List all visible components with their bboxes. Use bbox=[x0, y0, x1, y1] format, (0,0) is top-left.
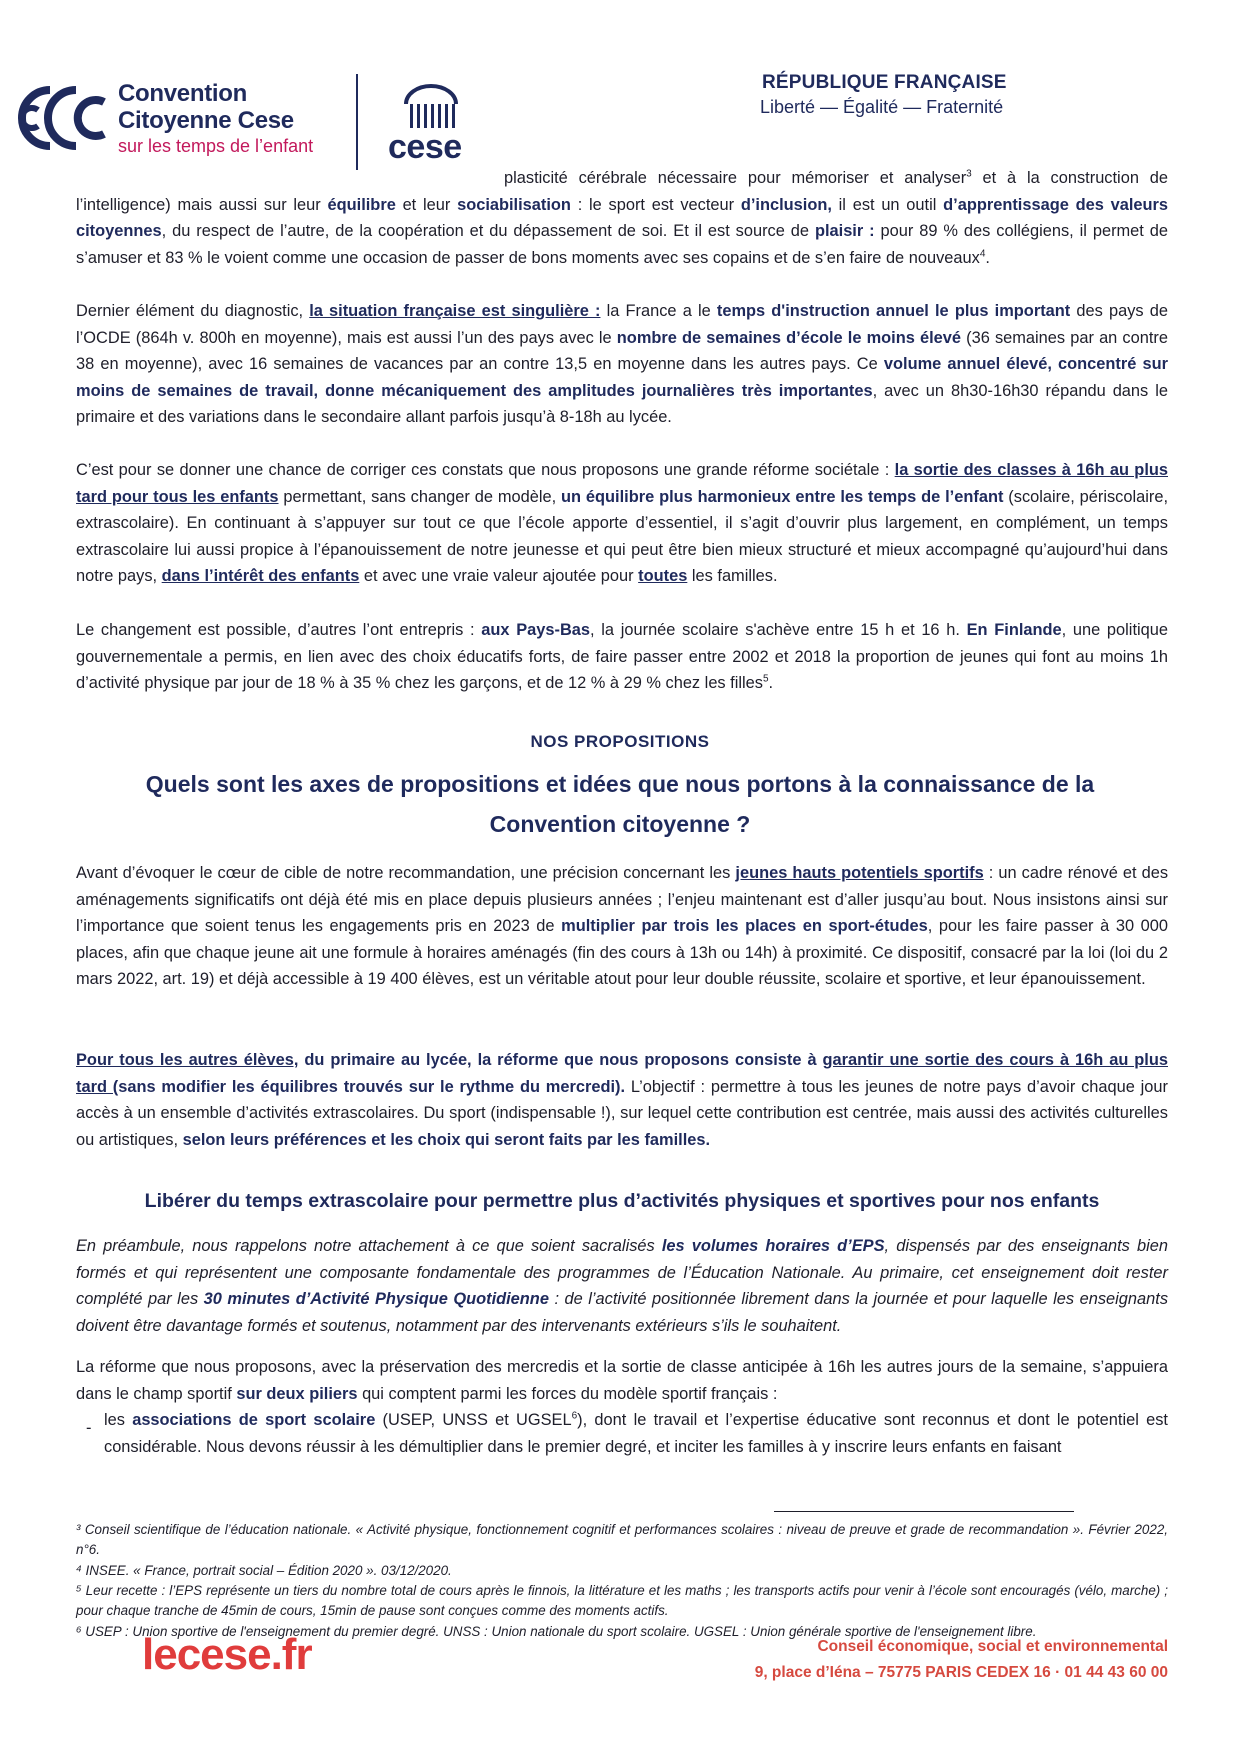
paragraph-7: En préambule, nous rappelons notre attachement à ce que soient sacralisés les volumes horaires d’EPS, dispensés par des enseignants bien formés et qui représentent une composante fondamentale des programmes de l’Éducation Nationale. Au primaire, cet enseignement doit rester complété par les 30 minutes d’Activité Physique Quotidienne : de l’activité positionnée librement dans la journée et pour laquelle les enseignants doivent être davantage formés et soutenus, notamment par des intervenants extérieurs s’ils le souhaitent. bbox=[76, 1237, 1169, 1335]
convention-line2: Citoyenne Cese bbox=[118, 107, 294, 134]
paragraph-2: Dernier élément du diagnostic, la situation française est singulière : la France a le temps d'instruction annuel le plus important des pays de l’OCDE (864h v. 800h en moyenne), mais est aussi l’un des pays avec le nombre de semaines d’école le moins élevé (36 semaines par an contre 38 en moyenne), avec 16 semaines de vacances par an contre 13,5 en moyenne dans les autres pays. Ce volume annuel élevé, concentré sur moins de semaines de travail, donne mécaniquement des amplitudes journalières très importantes, avec un 8h30-16h30 répandu dans le primaire et des variations dans le secondaire allant parfois jusqu’à 8-18h au lycée. bbox=[76, 302, 1168, 427]
footnote-separator bbox=[774, 1511, 1074, 1512]
convention-line1: Convention bbox=[118, 80, 247, 107]
paragraph-3: C’est pour se donner une chance de corriger ces constats que nous proposons une grande réforme sociétale : la sortie des classes à 16h au plus tard pour tous les enfants permettant, sans changer de modèle, un équilibre plus harmonieux entre les temps de l’enfant (scolaire, périscolaire, extrascolaire). En continuant à s’appuyer sur tout ce que l’école apporte d’essentiel, il s’agit d’ouvrir plus largement, en complément, un temps extrascolaire lui aussi propice à l’épanouissement de notre jeunesse et qui peut être bien mieux structuré et mieux accompagné qu’aujourd’hui dans notre pays, dans l’intérêt des enfants et avec une vraie valeur ajoutée pour toutes les familles. bbox=[76, 461, 1169, 586]
republique-francaise: RÉPUBLIQUE FRANÇAISE bbox=[762, 72, 1007, 93]
devise: Liberté — Égalité — Fraternité bbox=[760, 97, 1004, 117]
section-label: NOS PROPOSITIONS bbox=[530, 732, 710, 751]
paragraph-4: Le changement est possible, d’autres l’ont entrepris : aux Pays-Bas, la journée scolaire s'achève entre 15 h et 16 h. En Finlande, une politique gouvernementale a permis, en lien avec des choix éducatifs forts, de faire passer entre 2002 et 2018 la proportion de jeunes qui font au moins 1h d’activité physique par jour de 18 % à 35 % chez les garçons, et de 12 % à 29 % chez les filles$^5$. bbox=[76, 621, 1168, 693]
footnote-6: ⁶ USEP : Union sportive de l'enseignement du premier degré. UNSS : Union nationale du sport scolaire. UGSEL : Union générale sportive de l'enseignement libre. bbox=[76, 1624, 1037, 1639]
convention-title bbox=[118, 80, 294, 134]
convention-ccc-logo-icon bbox=[12, 80, 116, 156]
paragraph-1: plasticité cérébrale nécessaire pour mémoriser et analyser$^3$ et à la construction de l’intelligence) mais aussi sur leur équilibre et leur sociabilisation : le sport est vecteur d’inclusion, il est un outil d’apprentissage des valeurs citoyennes, du respect de l’autre, de la coopération et du dépassement de soi. Et il est source de plaisir : pour 89 % des collégiens, il permet de s’amuser et 83 % le voient comme une occasion de passer de bons moments avec ses copains et de s’en faire de nouveaux$^4$. bbox=[76, 168, 1169, 267]
footnote-4: ⁴ INSEE. « France, portrait social – Édition 2020 ». 03/12/2020. bbox=[76, 1563, 452, 1578]
cese-building-icon bbox=[400, 82, 462, 132]
bullet-dash: - bbox=[86, 1419, 92, 1437]
footer-address: 9, place d’Iéna – 75775 PARIS CEDEX 16 · 01 44 43 60 00 bbox=[754, 1664, 1168, 1681]
lecese-website-link[interactable]: lecese.fr bbox=[142, 1630, 312, 1679]
header-divider bbox=[356, 74, 358, 170]
paragraph-8: La réforme que nous proposons, avec la préservation des mercredis et la sortie de classe anticipée à 16h les autres jours de la semaine, s’appuiera dans le champ sportif sur deux piliers qui comptent parmi les forces du modèle sportif français : bbox=[76, 1358, 1168, 1403]
section-question: Quels sont les axes de propositions et idées que nous portons à la connaissance de la Convention citoyenne ? bbox=[145, 771, 1095, 837]
cese-logo-text: cese bbox=[388, 128, 462, 166]
footnote-3: ³ Conseil scientifique de l’éducation nationale. « Activité physique, fonctionnement cognitif et performances scolaires : niveau de preuve et grade de recommandation ». Février 2022, n°6. bbox=[76, 1522, 1168, 1557]
paragraph-5: Avant d’évoquer le cœur de cible de notre recommandation, une précision concernant les jeunes hauts potentiels sportifs : un cadre rénové et des aménagements significatifs ont déjà été mis en place depuis plusieurs années ; l’enjeu maintenant est d’aller jusqu’au bout. Nous insistons ainsi sur l’importance que soient tenus les engagements pris en 2023 de multiplier par trois les places en sport-études, pour les faire passer à 30 000 places, afin que chaque jeune ait une formule à horaires aménagés (fin des cours à 13h ou 14h) à proximité. Ce dispositif, consacré par la loi (loi du 2 mars 2022, art. 19) et déjà accessible à 19 400 élèves, est un véritable atout pour leur double réussite, scolaire et sportive, et leur épanouissement. bbox=[76, 864, 1169, 989]
paragraph-6: Pour tous les autres élèves, du primaire au lycée, la réforme que nous proposons consiste à garantir une sortie des cours à 16h au plus tard (sans modifier les équilibres trouvés sur le rythme du mercredi). L’objectif : permettre à tous les jeunes de notre pays d’avoir chaque jour accès à un ensemble d’activités extrascolaires. Du sport (indispensable !), sur lequel cette contribution est centrée, mais aussi des activités culturelles ou artistiques, selon leurs préférences et les choix qui seront faits par les familles. bbox=[76, 1051, 1168, 1149]
footnote-5: ⁵ Leur recette : l’EPS représente un tiers du nombre total de cours après le finnois, la littérature et les maths ; les transports actifs pour venir à l’école sont encouragés (vélo, marche) ; pour chaque tranche de 45min de cours, 15min de pause sont conçues comme des moments actifs. bbox=[76, 1583, 1168, 1618]
subheading: Libérer du temps extrascolaire pour permettre plus d’activités physiques et sportives pour nos enfants bbox=[144, 1190, 1100, 1212]
bullet-item: les associations de sport scolaire (USEP, UNSS et UGSEL$^6$), dont le travail et l’expertise éducative sont reconnus et dont le potentiel est considérable. Nous devons réussir à les démultiplier dans le premier degré, et inciter les familles à y inscrire leurs enfants en faisant bbox=[104, 1410, 1168, 1456]
convention-subtitle: sur les temps de l’enfant bbox=[118, 136, 314, 156]
footer-organization: Conseil économique, social et environnemental bbox=[817, 1638, 1168, 1655]
